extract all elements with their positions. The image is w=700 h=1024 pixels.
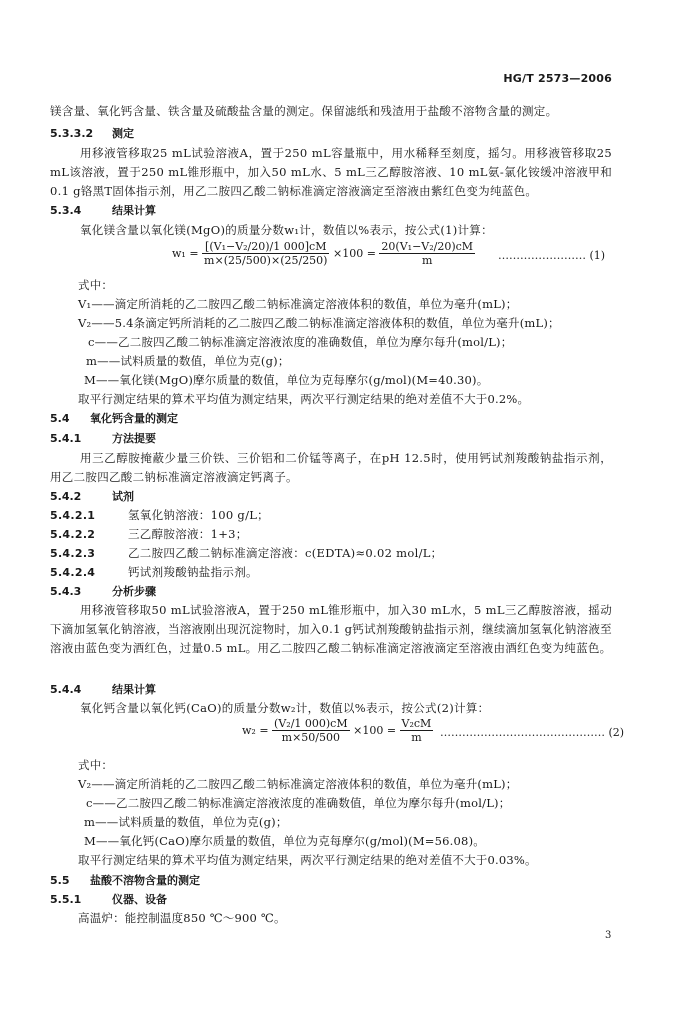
page-number: 3	[605, 930, 612, 941]
reagent-item: 5.4.2.1 氢氧化钠溶液：100 g/L；	[50, 508, 269, 522]
definition-v1: V₁——滴定所消耗的乙二胺四乙酸二钠标准滴定溶液体积的数值，单位为毫升(mL)；	[78, 297, 518, 311]
definition-v2: V₂——滴定所消耗的乙二胺四乙酸二钠标准滴定溶液体积的数值，单位为毫升(mL)；	[78, 777, 518, 791]
formula-1: w₁ = $\frac{\text{[(V₁−V₂/20)/1 000]cM}}{m\times(25/500)\times(25/250)}$ ×100 = $\frac{\text{20(V₁−V₂/20)cM}}{m}$	[172, 240, 474, 267]
definition-c: c——乙二胺四乙酸二钠标准滴定溶液浓度的准确数值，单位为摩尔每升(mol/L)；	[86, 796, 511, 810]
reagent-item: 5.4.2.2 三乙醇胺溶液：1+3；	[50, 527, 248, 541]
definition-m: m——试料质量的数值，单位为克(g)；	[86, 354, 290, 368]
definition-m: m——试料质量的数值，单位为克(g)；	[84, 815, 288, 829]
heading-5-4: 5.4 氧化钙含量的测定	[50, 412, 178, 425]
heading-5-5-1: 5.5.1 仪器、设备	[50, 893, 167, 906]
intro-line: 镁含量、氧化钙含量、铁含量及硫酸盐含量的测定。保留滤纸和残渣用于盐酸不溶物含量的测定。	[50, 104, 558, 118]
paragraph-5-3-3-2: 用移液管移取25 mL试验溶液A，置于250 mL容量瓶中，用水稀释至刻度，摇匀。用移液管移取25 mL该溶液，置于250 mL锥形瓶中，加入50 mL水、5 mL三乙醇胺溶液、10 mL氨-氯化铵缓冲溶液甲和0.1 g铬黑T固体指示剂，用乙二胺四乙酸二钠标准滴定溶液滴定至溶液由紫红色变为纯蓝色。	[50, 146, 612, 198]
formula-1-number: …………………… (1)	[498, 249, 606, 262]
heading-5-4-1: 5.4.1 方法提要	[50, 432, 156, 445]
heading-5-4-2: 5.4.2 试剂	[50, 490, 134, 503]
reagent-item: 5.4.2.3 乙二胺四乙酸二钠标准滴定溶液：c(EDTA)≈0.02 mol/L；	[50, 546, 443, 560]
formula-2: w₂ = $\frac{\text{(V₂/1 000)cM}}{m\times 50/500}$ ×100 = $\frac{\text{V₂cM}}{m}$	[242, 717, 432, 744]
result-statement-1: 取平行测定结果的算术平均值为测定结果，两次平行测定结果的绝对差值不大于0.2%。	[78, 392, 530, 406]
result-statement-2: 取平行测定结果的算术平均值为测定结果，两次平行测定结果的绝对差值不大于0.03%。	[78, 853, 537, 867]
paragraph-5-4-4: 氧化钙含量以氧化钙(CaO)的质量分数w₂计，数值以%表示，按公式(2)计算：	[80, 701, 490, 715]
definition-c: c——乙二胺四乙酸二钠标准滴定溶液浓度的准确数值，单位为摩尔每升(mol/L)；	[88, 335, 513, 349]
paragraph-5-4-3: 用移液管移取50 mL试验溶液A，置于250 mL锥形瓶中，加入30 mL水，5 mL三乙醇胺溶液，摇动下滴加氢氧化钠溶液，当溶液刚出现沉淀物时，加入0.1 g钙试剂羧酸钠盐指示剂，继续滴加氢氧化钠溶液至溶液由蓝色变为酒红色，过量0.5 mL。用乙二胺四乙酸二钠标准滴定溶液滴定至溶液由酒红色变为纯蓝色。	[50, 603, 612, 655]
reagent-item: 5.4.2.4 钙试剂羧酸钠盐指示剂。	[50, 565, 258, 579]
paragraph-5-4-1: 用三乙醇胺掩蔽少量三价铁、三价铝和二价锰等离子，在pH 12.5时，使用钙试剂羧酸钠盐指示剂，用乙二胺四乙酸二钠标准滴定溶液滴定钙离子。	[50, 451, 612, 484]
standard-number: HG/T 2573—2006	[503, 72, 612, 85]
heading-5-4-3: 5.4.3 分析步骤	[50, 585, 156, 598]
definition-v2: V₂——5.4条滴定钙所消耗的乙二胺四乙酸二钠标准滴定溶液体积的数值，单位为毫升(mL)；	[78, 316, 560, 330]
paragraph-5-5-1: 高温炉：能控制温度850 ℃～900 ℃。	[78, 911, 286, 925]
paragraph-5-3-4: 氧化镁含量以氧化镁(MgO)的质量分数w₁计，数值以%表示，按公式(1)计算：	[80, 223, 493, 237]
definition-M: M——氧化钙(CaO)摩尔质量的数值，单位为克每摩尔(g/mol)(M=56.08)。	[84, 834, 485, 848]
heading-5-5: 5.5 盐酸不溶物含量的测定	[50, 874, 200, 887]
heading-5-4-4: 5.4.4 结果计算	[50, 683, 156, 696]
heading-5-3-4: 5.3.4 结果计算	[50, 204, 156, 217]
heading-5-3-3-2: 5.3.3.2 测定	[50, 127, 134, 140]
definition-M: M——氧化镁(MgO)摩尔质量的数值，单位为克每摩尔(g/mol)(M=40.30)。	[84, 373, 489, 387]
formula-2-number: ……………………………………… (2)	[440, 726, 625, 739]
where-label-1: 式中：	[78, 278, 114, 292]
where-label-2: 式中：	[78, 758, 114, 772]
